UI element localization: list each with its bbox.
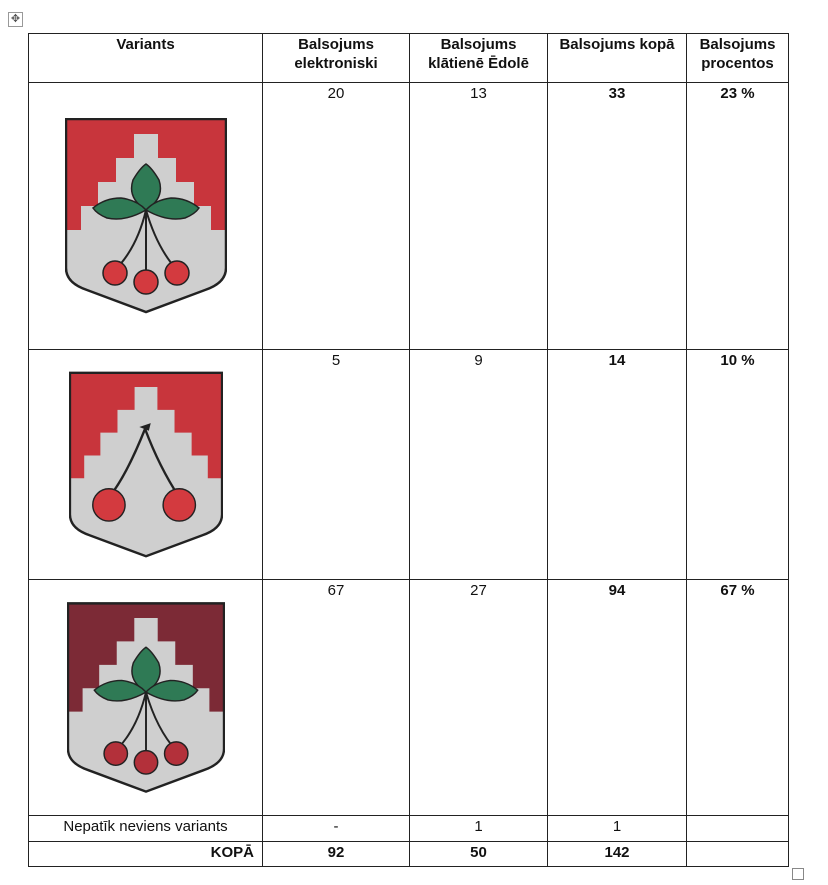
votes-percent: 67 %	[687, 580, 789, 816]
table-row	[29, 83, 789, 350]
table-row	[29, 580, 789, 816]
votes-total: 14	[548, 350, 687, 580]
votes-in-person: 1	[410, 816, 548, 842]
none-row	[29, 816, 789, 842]
variant-1-cell	[29, 83, 263, 350]
total-row	[29, 842, 789, 867]
header-row	[29, 34, 789, 83]
header-in-person: Balsojums klātienē Ēdolē	[410, 34, 548, 83]
variant-2-cell	[29, 350, 263, 580]
header-electronic: Balsojums elektroniski	[263, 34, 410, 83]
total-electronic: 92	[263, 842, 410, 867]
votes-in-person: 27	[410, 580, 548, 816]
variant-3-cell	[29, 580, 263, 816]
total-total: 142	[548, 842, 687, 867]
votes-percent	[687, 816, 789, 842]
votes-in-person: 13	[410, 83, 548, 350]
votes-total: 33	[548, 83, 687, 350]
votes-electronic: 67	[263, 580, 410, 816]
coat-of-arms-variant-1	[65, 118, 227, 314]
votes-percent: 10 %	[687, 350, 789, 580]
coat-of-arms-variant-3	[67, 601, 225, 795]
total-percent	[687, 842, 789, 867]
none-label: Nepatīk neviens variants	[29, 816, 263, 842]
voting-results-table	[28, 33, 789, 867]
table-row	[29, 350, 789, 580]
votes-total: 1	[548, 816, 687, 842]
total-in-person: 50	[410, 842, 548, 867]
votes-in-person: 9	[410, 350, 548, 580]
votes-electronic: 20	[263, 83, 410, 350]
table-move-handle-icon[interactable]: ✥	[8, 12, 23, 27]
votes-total: 94	[548, 580, 687, 816]
total-label: KOPĀ	[29, 842, 263, 867]
votes-electronic: 5	[263, 350, 410, 580]
header-percent: Balsojums procentos	[687, 34, 789, 83]
header-total: Balsojums kopā	[548, 34, 687, 83]
votes-percent: 23 %	[687, 83, 789, 350]
coat-of-arms-variant-2	[69, 371, 223, 559]
votes-electronic: -	[263, 816, 410, 842]
table-resize-handle[interactable]	[792, 868, 804, 880]
header-variants: Variants	[29, 34, 263, 83]
